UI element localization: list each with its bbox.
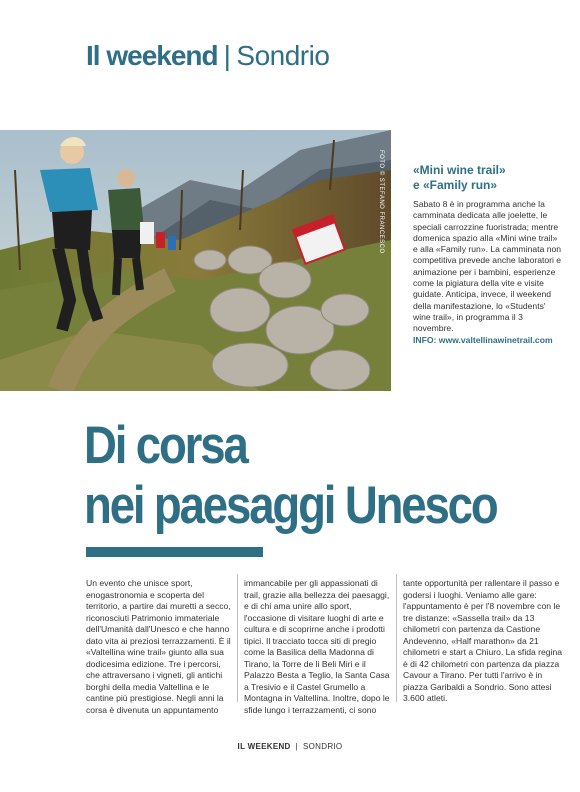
headline-rule [86, 547, 263, 557]
article-headline: Di corsa nei paesaggi Unesco [84, 416, 497, 535]
column-divider [237, 574, 238, 702]
header-separator: | [223, 40, 231, 71]
page-header [86, 40, 329, 72]
sidebar-body: Sabato 8 è in programma anche la camminata dedicata alle joelette, le speciali carrozzine fuoristrada; mentre domenica spazio alla «Mini wine trail» e alla «Family run». La camminata non competitiva prevede anche laboratori e animazione per i bambini, esperienze come la pigiatura della vite e visite guidate. Anticipa, invece, il weekend della manifestazione, lo «Students' wine trail», in programma il 3 novembre. [413, 199, 562, 334]
sidebar-info-link[interactable]: INFO: www.valtellinawinetrail.com [413, 334, 553, 345]
article-photo [0, 130, 391, 391]
article-column-2: immancabile per gli appassionati di trail, grazie alla bellezza dei paesaggi, e di chi ama unire allo sport, l'occasione di visitare luoghi di arte e cultura e di scoprirne anche i prodotti tipici. Il tracciato tocca siti di pregio come la Basilica della Madonna di Tirano, la Torre de li Beli Miri e il Palazzo Besta a Teglio, la Santa Casa a Tresivio e il Castel Grumello a Montagna in Valtellina. Inoltre, dopo le sfide lungo i terrazzamenti, ci sono [244, 578, 390, 715]
footer-separator: | [295, 742, 299, 751]
footer-city: SONDRIO [303, 742, 343, 751]
column-divider [396, 574, 397, 702]
article-column-1: Un evento che unisce sport, enogastronomia e scoperta del territorio, a partire dai muretti a secco, riconosciuti Patrimonio immateriale dell'Umanità dall'Unesco e che hanno dato vita ai preziosi terrazzamenti. È il «Valtellina wine trail» giunto alla sua dodicesima edizione. Tre i percorsi, che attraversano i vigneti, gli antichi borghi della media Valtellina e le cantine più prestigiose. Negli anni la corsa è divenuta un appuntamento [86, 578, 231, 715]
sidebar-box [413, 163, 563, 346]
photo-credit: FOTO © STEFANO FRANCESCO [378, 150, 384, 254]
city-title: Sondrio [236, 40, 330, 71]
page-footer [0, 742, 580, 751]
sidebar-title: «Mini wine trail» e «Family run» [413, 163, 506, 192]
footer-section: IL WEEKEND [237, 742, 291, 751]
article-column-3: tante opportunità per rallentare il passo e godersi i luoghi. Veniamo alle gare: l'appuntamento è per l'8 novembre con le tre distanze: «Sassella trail» da 13 chilometri con partenza da Castione Andevenno, «Half marathon» da 21 chilometri e start a Chiuro. La sfida regina è di 42 chilometri con partenza da piazza Cavour a Tirano. Per tutti l'arrivo è in piazza Garibaldi a Sondrio. Sono attesi 3.600 atleti. [403, 578, 563, 703]
section-title: Il weekend [86, 40, 218, 71]
